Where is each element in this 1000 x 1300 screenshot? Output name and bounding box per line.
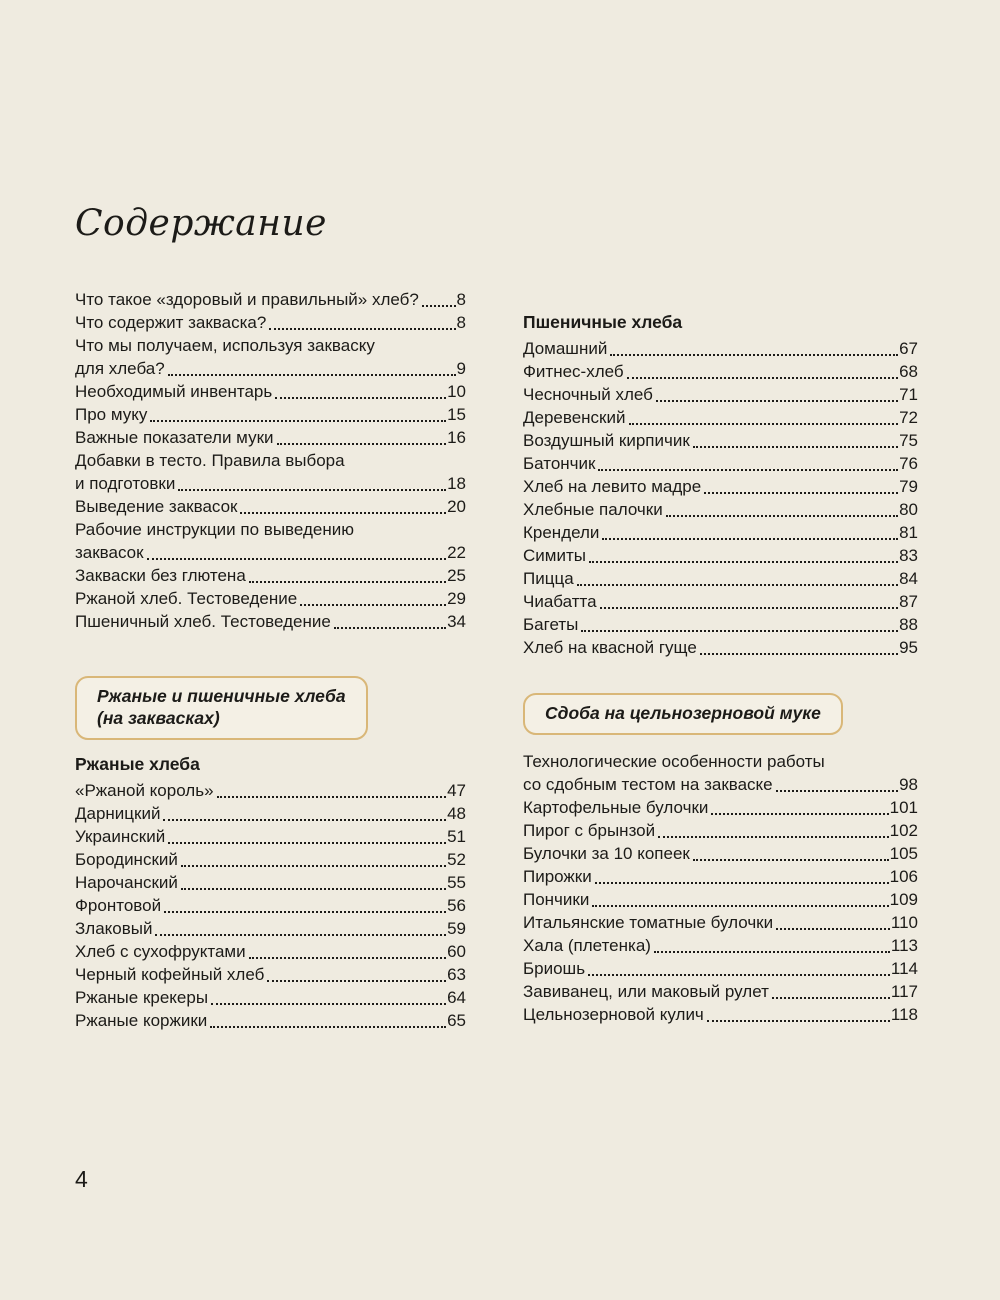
toc-entry-page-number: 106: [889, 867, 918, 886]
toc-entry-row: [523, 865, 918, 888]
dot-leader: [240, 495, 446, 518]
toc-entry-page-number: 88: [899, 615, 918, 634]
toc-entry: [75, 610, 466, 633]
toc-entry-row: [523, 567, 918, 590]
toc-entry-page-number: 29: [447, 589, 466, 608]
toc-entry: [523, 452, 918, 475]
toc-entry-row: [75, 825, 466, 848]
toc-column-right: [523, 311, 918, 1026]
toc-entry: [523, 865, 918, 888]
dot-leader: [334, 610, 446, 633]
toc-entry-row: [75, 986, 466, 1009]
toc-entry-row: [75, 426, 466, 449]
dot-leader: [422, 288, 456, 311]
toc-entry: [523, 750, 918, 796]
toc-entry-label: Домашний: [523, 339, 608, 358]
toc-entry: [75, 380, 466, 403]
toc-entry-row: [75, 917, 466, 940]
toc-entry: [75, 917, 466, 940]
dot-leader: [598, 452, 898, 475]
dot-leader: [654, 934, 890, 957]
toc-entry-page-number: 18: [447, 474, 466, 493]
toc-entry-label: Пирог с брынзой: [523, 821, 656, 840]
toc-entry: [75, 986, 466, 1009]
toc-entry-row: [75, 541, 466, 564]
toc-entry-label: Пирожки: [523, 867, 592, 886]
toc-entry-label: Итальянские томатные булочки: [523, 913, 774, 932]
toc-entry-page-number: 48: [447, 804, 466, 823]
toc-entry-page-number: 22: [447, 543, 466, 562]
dot-leader: [772, 980, 890, 1003]
toc-entry-page-number: 95: [899, 638, 918, 657]
toc-entry-row: [75, 288, 466, 311]
toc-entry-row: [75, 802, 466, 825]
dot-leader: [595, 865, 889, 888]
toc-entry-label: Закваски без глютена: [75, 566, 246, 585]
toc-entry-row: [523, 429, 918, 452]
toc-entry-label: Важные показатели муки: [75, 428, 274, 447]
dot-leader: [211, 986, 446, 1009]
toc-entry: [75, 518, 466, 564]
toc-entry-page-number: 52: [447, 850, 466, 869]
toc-entry: [523, 888, 918, 911]
toc-entry-page-number: 80: [899, 500, 918, 519]
dot-leader: [629, 406, 899, 429]
toc-entry: [523, 819, 918, 842]
toc-entry: [523, 636, 918, 659]
toc-entry-row: [75, 894, 466, 917]
toc-entry-label: Воздушный кирпичик: [523, 431, 690, 450]
toc-entry-row: [523, 980, 918, 1003]
toc-entry-label: Хлеб на квасной гуще: [523, 638, 697, 657]
dot-leader: [588, 957, 890, 980]
toc-entry-row: [75, 403, 466, 426]
toc-entry-row: [523, 590, 918, 613]
toc-entry-row: [75, 610, 466, 633]
toc-entry: [523, 911, 918, 934]
toc-entry: [75, 779, 466, 802]
toc-entry-page-number: 105: [889, 844, 918, 863]
dot-leader: [658, 819, 889, 842]
dot-leader: [163, 802, 446, 825]
toc-entry-label: «Ржаной король»: [75, 781, 214, 800]
toc-entry-page-number: 10: [447, 382, 466, 401]
toc-entry-label: Нарочанский: [75, 873, 178, 892]
toc-entry-row: [75, 848, 466, 871]
toc-entry-label: Про муку: [75, 405, 148, 424]
toc-entry: [523, 498, 918, 521]
toc-entry: [75, 288, 466, 311]
toc-entry-row: [523, 475, 918, 498]
toc-entry-label: Хала (плетенка): [523, 936, 651, 955]
toc-entry-page-number: 8: [456, 290, 466, 309]
dot-leader: [693, 842, 889, 865]
toc-entry-page-number: 34: [447, 612, 466, 631]
toc-entry-page-number: 67: [899, 339, 918, 358]
toc-entry-row: [523, 498, 918, 521]
toc-entry: [75, 564, 466, 587]
toc-entry-page-number: 83: [899, 546, 918, 565]
toc-entry-label: Пончики: [523, 890, 590, 909]
toc-entry-row: [75, 472, 466, 495]
toc-entry-page-number: 56: [447, 896, 466, 915]
dot-leader: [178, 472, 446, 495]
section-box-rye-wheat-breads: [75, 676, 368, 740]
toc-entry-page-number: 75: [899, 431, 918, 450]
dot-leader: [300, 587, 446, 610]
toc-entry-label: Симиты: [523, 546, 586, 565]
toc-entry-row: [523, 521, 918, 544]
dot-leader: [776, 911, 890, 934]
toc-entry: [523, 360, 918, 383]
toc-entry-label: Бородинский: [75, 850, 178, 869]
section-box-wholegrain-pastry: [523, 693, 843, 735]
toc-entry-label: Багеты: [523, 615, 579, 634]
toc-entry-line: Рабочие инструкции по выведению: [75, 520, 354, 539]
toc-entry-label: Хлеб с сухофруктами: [75, 942, 246, 961]
toc-entry-row: [523, 452, 918, 475]
toc-entry-label: Что такое «здоровый и правильный» хлеб?: [75, 290, 419, 309]
toc-entry-line: Что мы получаем, используя закваску: [75, 336, 375, 355]
section-heading-rye-breads: Ржаные хлеба: [75, 754, 200, 774]
toc-entry-row: [523, 888, 918, 911]
toc-entry-row: [523, 613, 918, 636]
toc-entry-label: Фитнес-хлеб: [523, 362, 624, 381]
toc-entry-row: [75, 311, 466, 334]
toc-entry-page-number: 79: [899, 477, 918, 496]
page-title: Содержание: [75, 203, 327, 244]
section-box-label-line: Ржаные и пшеничные хлеба: [97, 686, 346, 706]
dot-leader: [627, 360, 898, 383]
toc-entry: [75, 587, 466, 610]
toc-entry: [523, 567, 918, 590]
toc-entry-label: для хлеба?: [75, 359, 165, 378]
dot-leader: [707, 1003, 890, 1026]
toc-entry-label: Картофельные булочки: [523, 798, 709, 817]
toc-entry-page-number: 20: [447, 497, 466, 516]
toc-entry-page-number: 25: [447, 566, 466, 585]
toc-entry-label: Деревенский: [523, 408, 626, 427]
toc-entry-row: [523, 383, 918, 406]
toc-entry-page-number: 101: [889, 798, 918, 817]
toc-entry-row: [523, 773, 918, 796]
dot-leader: [155, 917, 446, 940]
toc-entry: [523, 383, 918, 406]
dot-leader: [150, 403, 446, 426]
toc-list-intro: [75, 288, 466, 633]
toc-entry: [523, 590, 918, 613]
toc-entry: [75, 940, 466, 963]
dot-leader: [249, 564, 446, 587]
toc-entry: [75, 449, 466, 495]
dot-leader: [711, 796, 888, 819]
toc-entry-label: Фронтовой: [75, 896, 162, 915]
toc-entry-line: Технологические особенности работы: [523, 752, 825, 771]
toc-entry-row: [523, 1003, 918, 1026]
toc-entry-page-number: 81: [899, 523, 918, 542]
dot-leader: [704, 475, 898, 498]
toc-entry-page-number: 87: [899, 592, 918, 611]
dot-leader: [602, 521, 898, 544]
toc-entry-row: [523, 911, 918, 934]
toc-entry: [75, 825, 466, 848]
toc-entry: [523, 957, 918, 980]
toc-entry: [523, 475, 918, 498]
toc-entry-row: [75, 1009, 466, 1032]
section-box-label-line: Сдоба на цельнозерновой муке: [545, 703, 821, 723]
toc-entry: [75, 426, 466, 449]
toc-entry-row: [75, 779, 466, 802]
toc-entry-page-number: 9: [456, 359, 466, 378]
toc-entry-page-number: 72: [899, 408, 918, 427]
dot-leader: [600, 590, 899, 613]
toc-entry-page-number: 110: [890, 913, 918, 932]
toc-entry-label: Пицца: [523, 569, 574, 588]
toc-entry: [75, 311, 466, 334]
toc-list-rye-breads: [75, 779, 466, 1032]
toc-entry-page-number: 15: [447, 405, 466, 424]
toc-entry-page-number: 71: [899, 385, 918, 404]
toc-entry-label: Крендели: [523, 523, 600, 542]
toc-entry-label: со сдобным тестом на закваске: [523, 775, 773, 794]
toc-entry-label: Хлеб на левито мадре: [523, 477, 702, 496]
dot-leader: [181, 871, 446, 894]
dot-leader: [700, 636, 898, 659]
toc-column-left: [75, 288, 466, 1032]
toc-entry-label: Ржаные коржики: [75, 1011, 208, 1030]
toc-entry: [75, 1009, 466, 1032]
toc-entry: [523, 842, 918, 865]
toc-list-wheat-breads: [523, 337, 918, 659]
dot-leader: [610, 337, 898, 360]
toc-entry-page-number: 16: [447, 428, 466, 447]
dot-leader: [666, 498, 898, 521]
toc-entry-page-number: 84: [899, 569, 918, 588]
section-heading-wheat-breads: Пшеничные хлеба: [523, 312, 683, 332]
toc-entry-page-number: 117: [890, 982, 918, 1001]
toc-entry-label: Булочки за 10 копеек: [523, 844, 690, 863]
toc-entry-row: [75, 940, 466, 963]
dot-leader: [693, 429, 898, 452]
toc-entry-label: Украинский: [75, 827, 166, 846]
toc-entry-label: Ржаные крекеры: [75, 988, 209, 1007]
toc-entry-label: Выведение заквасок: [75, 497, 238, 516]
toc-entry: [75, 403, 466, 426]
toc-entry-page-number: 68: [899, 362, 918, 381]
dot-leader: [581, 613, 898, 636]
toc-entry-label: Пшеничный хлеб. Тестоведение: [75, 612, 331, 631]
toc-entry: [75, 848, 466, 871]
toc-entry-label: Что содержит закваска?: [75, 313, 267, 332]
toc-entry-label: Цельнозерновой кулич: [523, 1005, 704, 1024]
toc-entry-page-number: 114: [890, 959, 918, 978]
toc-entry-label: Дарницкий: [75, 804, 161, 823]
section-box-label: [97, 685, 346, 729]
toc-entry: [75, 894, 466, 917]
toc-entry-page-number: 118: [890, 1005, 918, 1024]
dot-leader: [269, 311, 455, 334]
dot-leader: [776, 773, 898, 796]
toc-entry-page-number: 109: [889, 890, 918, 909]
toc-entry-label: Злаковый: [75, 919, 153, 938]
toc-entry-row: [75, 495, 466, 518]
toc-entry: [75, 871, 466, 894]
toc-entry-row: [75, 357, 466, 380]
toc-entry: [523, 613, 918, 636]
toc-entry-row: [523, 819, 918, 842]
toc-entry-label: Чесночный хлеб: [523, 385, 653, 404]
toc-entry: [523, 1003, 918, 1026]
toc-entry-row: [75, 564, 466, 587]
toc-entry-page-number: 64: [447, 988, 466, 1007]
toc-entry-row: [75, 380, 466, 403]
toc-entry-page-number: 65: [447, 1011, 466, 1030]
toc-entry: [523, 796, 918, 819]
dot-leader: [249, 940, 446, 963]
toc-entry-line: Добавки в тесто. Правила выбора: [75, 451, 345, 470]
toc-entry-row: [75, 587, 466, 610]
toc-entry-row: [523, 636, 918, 659]
toc-entry-label: Батончик: [523, 454, 596, 473]
dot-leader: [275, 380, 446, 403]
dot-leader: [656, 383, 898, 406]
toc-entry-label: Хлебные палочки: [523, 500, 663, 519]
toc-entry-page-number: 8: [456, 313, 466, 332]
toc-entry: [75, 334, 466, 380]
toc-entry-label: Завиванец, или маковый рулет: [523, 982, 769, 1001]
toc-entry-label: заквасок: [75, 543, 144, 562]
toc-entry-label: Черный кофейный хлеб: [75, 965, 265, 984]
toc-entry-page-number: 51: [447, 827, 466, 846]
dot-leader: [592, 888, 888, 911]
toc-entry-page-number: 102: [889, 821, 918, 840]
toc-entry: [523, 406, 918, 429]
toc-entry: [75, 963, 466, 986]
toc-entry-page-number: 47: [447, 781, 466, 800]
dot-leader: [181, 848, 446, 871]
dot-leader: [577, 567, 898, 590]
dot-leader: [277, 426, 447, 449]
toc-entry-row: [523, 360, 918, 383]
dot-leader: [210, 1009, 446, 1032]
toc-entry-row: [523, 842, 918, 865]
toc-entry: [523, 337, 918, 360]
toc-entry-page-number: 59: [447, 919, 466, 938]
toc-entry-row: [523, 544, 918, 567]
toc-entry: [523, 521, 918, 544]
section-box-label: [545, 702, 821, 724]
toc-entry-row: [523, 796, 918, 819]
toc-entry-label: Необходимый инвентарь: [75, 382, 273, 401]
toc-entry-row: [523, 934, 918, 957]
toc-entry-page-number: 98: [899, 775, 918, 794]
toc-entry-label: и подготовки: [75, 474, 176, 493]
dot-leader: [164, 894, 446, 917]
toc-entry-page-number: 60: [447, 942, 466, 961]
toc-entry-page-number: 55: [447, 873, 466, 892]
page-number: 4: [75, 1166, 88, 1192]
dot-leader: [267, 963, 446, 986]
dot-leader: [168, 357, 456, 380]
dot-leader: [589, 544, 898, 567]
toc-entry-page-number: 76: [899, 454, 918, 473]
toc-entry-row: [75, 871, 466, 894]
dot-leader: [217, 779, 447, 802]
section-box-label-line: (на заквасках): [97, 708, 220, 728]
toc-entry: [75, 495, 466, 518]
toc-entry-label: Бриошь: [523, 959, 586, 978]
toc-list-wholegrain-pastry: [523, 750, 918, 1026]
toc-entry: [523, 429, 918, 452]
toc-entry-row: [523, 957, 918, 980]
dot-leader: [168, 825, 446, 848]
toc-entry: [523, 934, 918, 957]
dot-leader: [147, 541, 447, 564]
toc-entry-label: Ржаной хлеб. Тестоведение: [75, 589, 298, 608]
toc-entry-row: [523, 337, 918, 360]
toc-entry-page-number: 63: [447, 965, 466, 984]
toc-entry-row: [75, 963, 466, 986]
toc-entry: [523, 544, 918, 567]
toc-entry-label: Чиабатта: [523, 592, 597, 611]
toc-entry: [523, 980, 918, 1003]
toc-entry: [75, 802, 466, 825]
toc-entry-page-number: 113: [890, 936, 918, 955]
toc-entry-row: [523, 406, 918, 429]
